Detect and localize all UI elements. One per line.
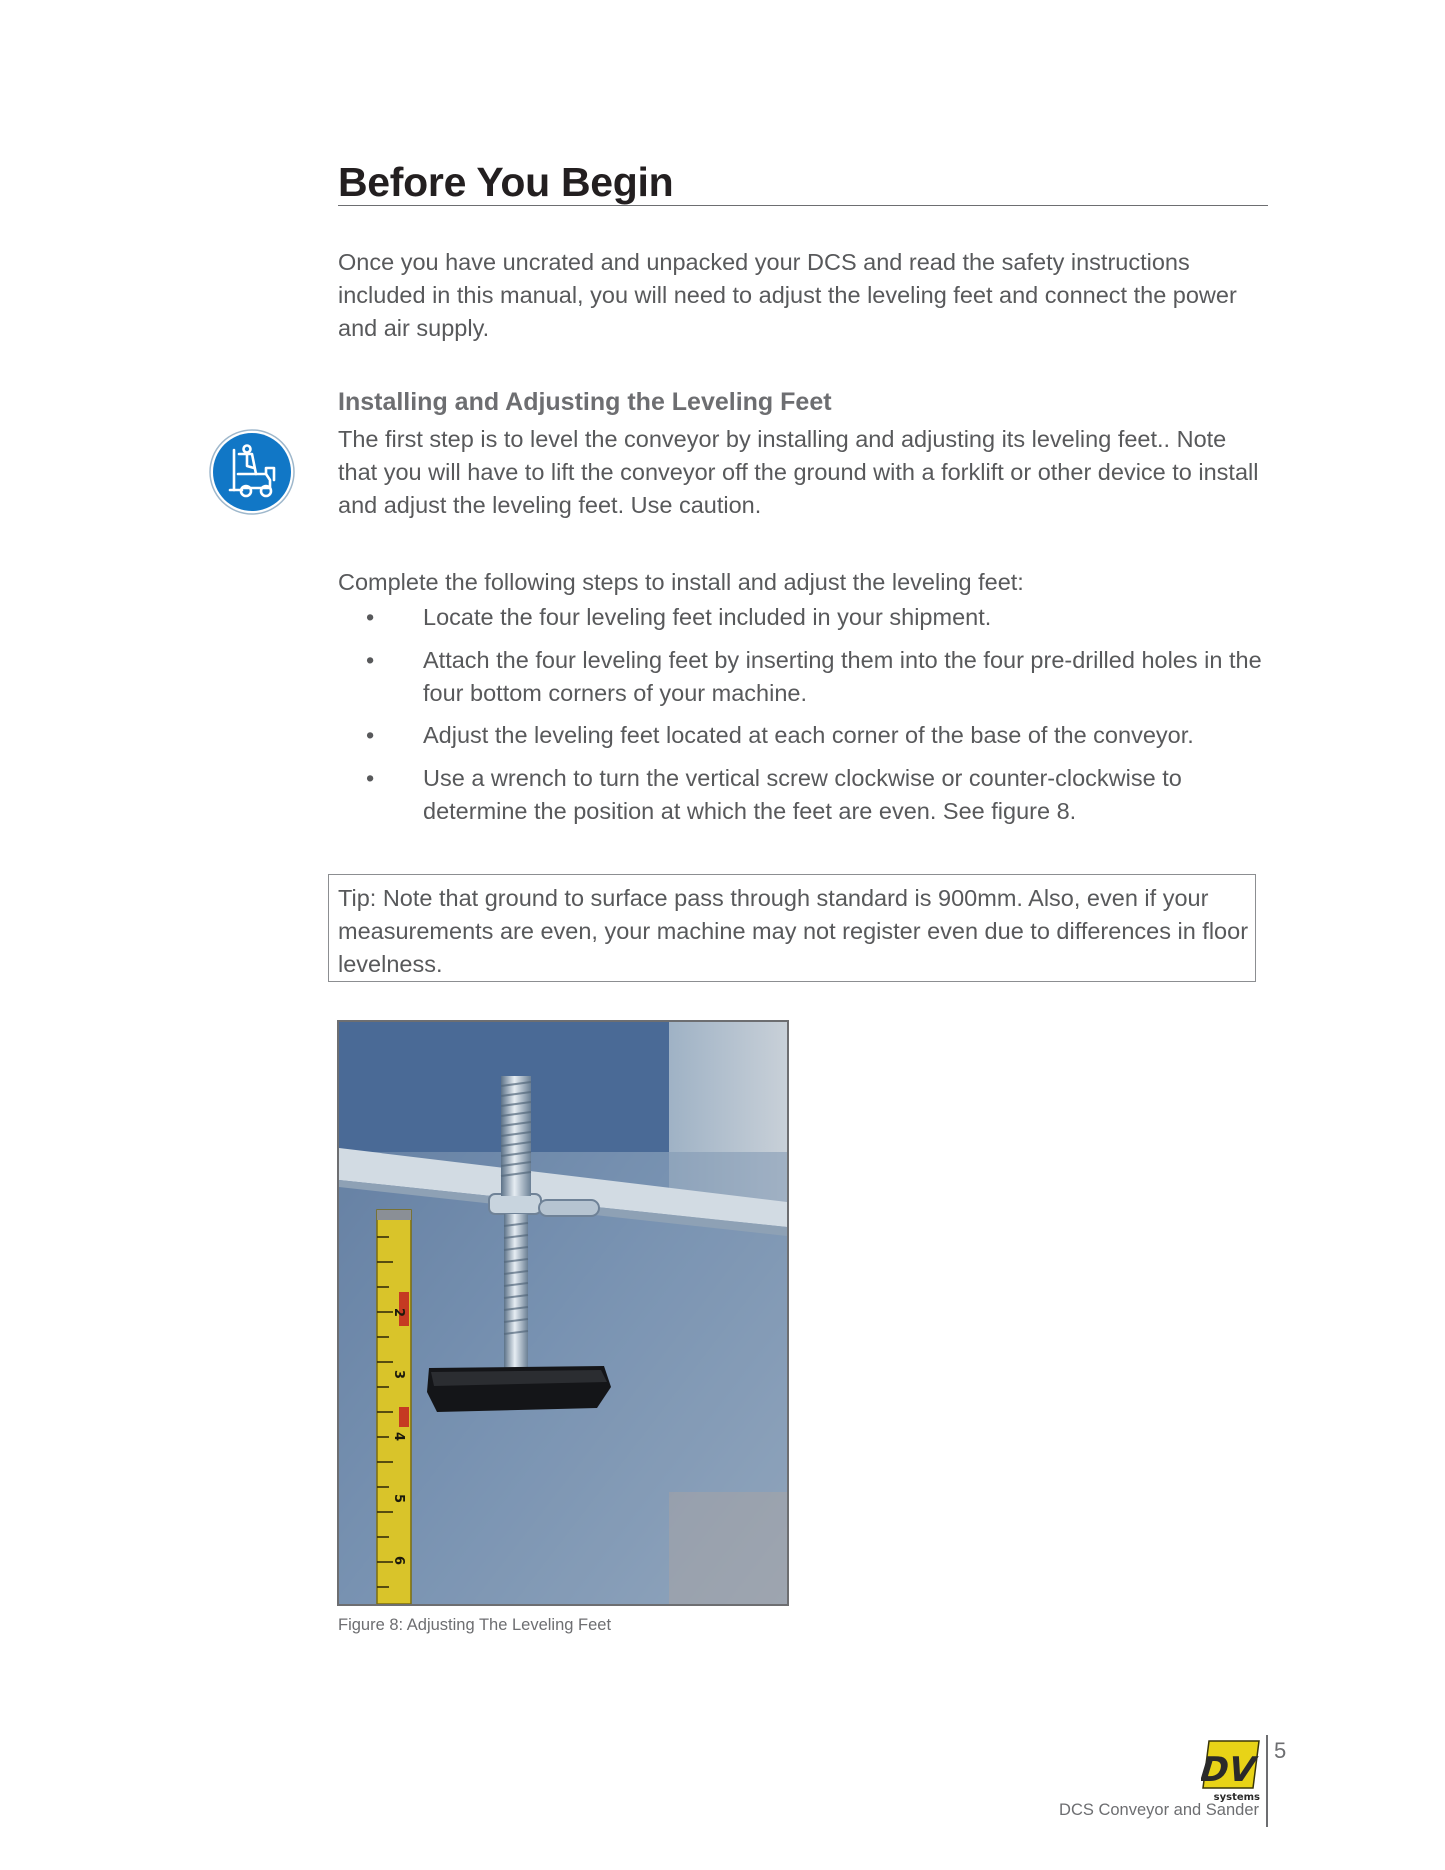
figure-caption: Figure 8: Adjusting The Leveling Feet bbox=[338, 1616, 612, 1634]
tip-box: Tip: Note that ground to surface pass through standard is 900mm. Also, even if your measurements are even, your machine may not register even due to differences in floor levelness. bbox=[328, 874, 1256, 982]
tape-number: 5 bbox=[391, 1494, 406, 1504]
intro-paragraph: Once you have uncrated and unpacked your DCS and read the safety instructions included in this manual, you will need to adjust the leveling feet and connect the power and air supply. bbox=[338, 249, 1237, 341]
footer-divider bbox=[1266, 1735, 1268, 1827]
list-item bbox=[338, 762, 1268, 828]
section-body: The first step is to level the conveyor by installing and adjusting its leveling feet.. Note that you will have to lift the conveyor off the ground with a forklift or other device to install and adjust the leveling feet. Use caution. bbox=[338, 426, 1259, 518]
list-item bbox=[338, 719, 1268, 752]
forklift-icon bbox=[208, 428, 296, 516]
bullet: • bbox=[366, 646, 375, 673]
tape-number: 2 bbox=[391, 1308, 406, 1318]
steps-intro: Complete the following steps to install and adjust the leveling feet: bbox=[338, 569, 1024, 595]
list-item bbox=[338, 644, 1268, 710]
dv-systems-logo bbox=[1201, 1740, 1261, 1802]
section-heading: Installing and Adjusting the Leveling Feet bbox=[338, 388, 832, 416]
logo-text: DV bbox=[1201, 1750, 1258, 1790]
bullet: • bbox=[366, 604, 375, 630]
step-text: Attach the four leveling feet by inserting them into the four pre-drilled holes in the four bottom corners of your machine. bbox=[423, 646, 1262, 706]
tape-number: 3 bbox=[391, 1370, 406, 1380]
list-item bbox=[338, 601, 1268, 634]
footer-product-name: DCS Conveyor and Sander bbox=[1059, 1801, 1259, 1819]
tape-number: 6 bbox=[391, 1556, 406, 1566]
logo-subtext: systems bbox=[1213, 1792, 1260, 1802]
page-title: Before You Begin bbox=[338, 160, 1268, 206]
bullet: • bbox=[366, 764, 375, 791]
bullet: • bbox=[366, 722, 375, 748]
tape-number: 4 bbox=[391, 1432, 406, 1442]
step-text: Locate the four leveling feet included in your shipment. bbox=[423, 604, 992, 630]
step-text: Adjust the leveling feet located at each corner of the base of the conveyor. bbox=[423, 722, 1194, 748]
page-number: 5 bbox=[1274, 1738, 1287, 1763]
steps-list bbox=[338, 601, 1268, 837]
leveling-feet-photo bbox=[337, 1020, 789, 1606]
step-text: Use a wrench to turn the vertical screw clockwise or counter-clockwise to determine the position at which the feet are even. See figure 8. bbox=[423, 764, 1182, 824]
